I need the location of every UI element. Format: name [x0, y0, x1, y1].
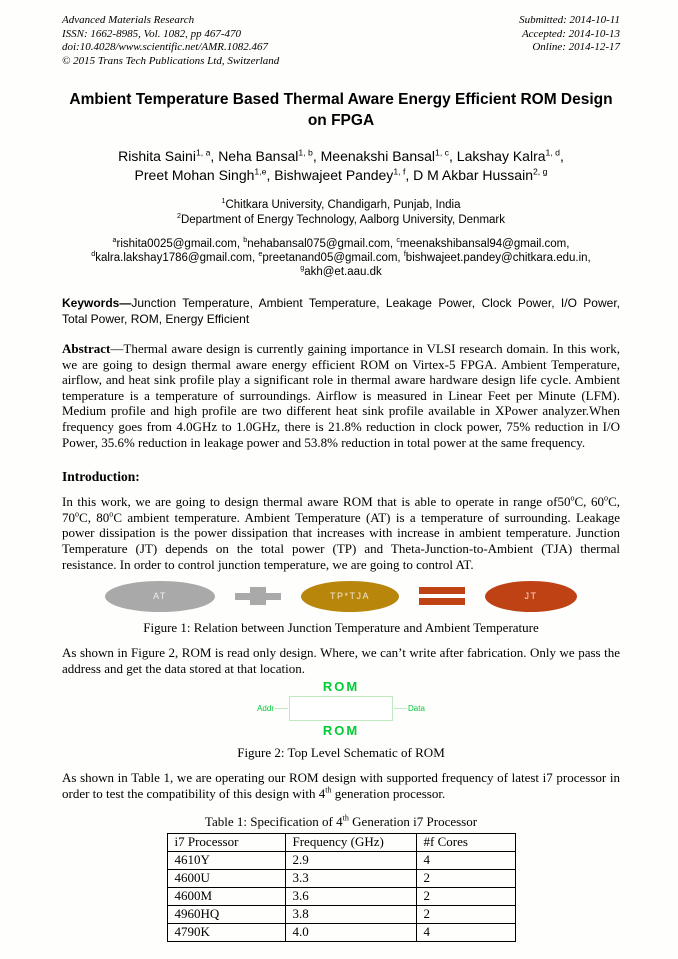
submission-date-line: Submitted: 2014-10-11: [519, 14, 620, 26]
submission-date-line: Online: 2014-12-17: [532, 41, 620, 53]
table-row: [167, 923, 515, 941]
figure2-diagram: [62, 679, 620, 738]
journal-info: [62, 14, 279, 68]
affiliations: [62, 198, 620, 228]
table-cell: 3.6: [285, 887, 416, 905]
equals-icon: [419, 587, 465, 605]
table-row: [167, 851, 515, 869]
table-header-cell: i7 Processor: [167, 833, 285, 851]
email-line-1: $^a$rishita0025@gmail.com, $^b$nehabansal075@gmail.com, $^c$meenakshibansal94@gmail.com,: [112, 236, 570, 250]
table-row: [167, 905, 515, 923]
table-cell: 2.9: [285, 851, 416, 869]
introduction-heading: Introduction:: [62, 469, 140, 485]
addr-port-label: Addr: [257, 704, 274, 714]
journal-info-line: ISSN: 1662-8985, Vol. 1082, pp 467-470: [62, 27, 242, 40]
table-body: [167, 851, 515, 941]
table-row: [167, 887, 515, 905]
journal-info-line: © 2015 Trans Tech Publications Ltd, Switzerland: [62, 54, 280, 67]
table1-caption: Table 1: Specification of 4th Generation i7 Processor: [204, 813, 478, 829]
table-cell: 2: [416, 887, 515, 905]
introduction-paragraph: In this work, we are going to design thermal aware ROM that is able to operate in range of50$^o$C, 60$^o$C, 70$^o$C, 80$^o$C ambient temperature. Ambient Temperature (AT) is a temperature of surrounding. Leakage power dissipation is the power dissipation that increases with increase in ambient temperature. Junction Temperature (JT) depends on the total power (TP) and Theta-Junction-to-Ambient (TJA) thermal resistance. In order to control junction temperature, we are going to control AT.: [62, 493, 620, 572]
at-ellipse: [105, 581, 215, 612]
rom-schematic-row: [62, 696, 620, 721]
data-port-wire: [394, 708, 407, 709]
table-cell: 4790K: [167, 923, 285, 941]
submission-dates: [519, 14, 620, 68]
table-cell: 4960HQ: [167, 905, 285, 923]
table-cell: 4.0: [285, 923, 416, 941]
jt-ellipse-label: JT: [524, 591, 538, 602]
plus-icon: [235, 587, 281, 605]
table-row: [167, 869, 515, 887]
author-list: [62, 147, 620, 185]
affiliation-1: $^1$Chitkara University, Chandigarh, Punjab, India: [221, 197, 461, 211]
abstract-label: Abstract: [62, 341, 111, 356]
table-cell: 4: [416, 923, 515, 941]
abstract-paragraph: [62, 341, 620, 450]
journal-info-line: doi:10.4028/www.scientific.net/AMR.1082.467: [62, 41, 269, 53]
addr-port-wire: [275, 708, 288, 709]
rom-schematic-title: ROM: [322, 679, 360, 695]
keywords-paragraph: [62, 295, 620, 327]
table-cell: 2: [416, 869, 515, 887]
table-cell: 3.3: [285, 869, 416, 887]
table-cell: 3.8: [285, 905, 416, 923]
figure1-diagram: [62, 579, 620, 613]
tp-tja-ellipse-label: TP*TJA: [329, 591, 370, 602]
figure2-caption: Figure 2: Top Level Schematic of ROM: [237, 745, 445, 761]
jt-ellipse: [485, 581, 577, 612]
data-port-label: Data: [408, 704, 425, 714]
rom-schematic-subtitle: ROM: [322, 723, 360, 739]
journal-header: [62, 14, 620, 68]
author-line-1: Rishita Saini$^{1, a}$, Neha Bansal$^{1, b}$, Meenakshi Bansal$^{1, c}$, Lakshay Kalra$^{1, d}$,: [118, 147, 564, 164]
tp-tja-ellipse: [301, 581, 399, 612]
figure1-caption: Figure 1: Relation between Junction Temperature and Ambient Temperature: [143, 620, 539, 636]
rom-block: [289, 696, 393, 721]
table-header-cell: Frequency (GHz): [285, 833, 416, 851]
keywords-label: Keywords—: [62, 296, 132, 310]
i7-spec-table: [167, 833, 516, 942]
table-cell: 4600M: [167, 887, 285, 905]
figure2-intro-paragraph: As shown in Figure 2, ROM is read only design. Where, we can’t write after fabrication. Only we pass the address and get the data stored at that location.: [62, 645, 620, 676]
table-cell: 4600U: [167, 869, 285, 887]
at-ellipse-label: AT: [153, 591, 167, 602]
author-emails: [62, 237, 620, 279]
affiliation-2: $^2$Department of Energy Technology, Aalborg University, Denmark: [176, 212, 506, 226]
author-line-2: Preet Mohan Singh$^{1,e}$, Bishwajeet Pandey$^{1, f}$, D M Akbar Hussain$^{2, g}$: [134, 166, 548, 183]
abstract-text: —Thermal aware design is currently gaining importance in VLSI research domain. In this work, we are going to design thermal aware energy efficient ROM on Virtex-5 FPGA. Ambient Temperature, airflow, and heat sink profile play a significant role in thermal aware hardware design life cycle. Ambient temperature is a temperature of surroundings. Airflow is measured in Linear Feet per Minute (LFM). Medium profile and high profile are two different heat sink profile available in XPower analyzer.When frequency goes from 4.0GHz to 1.0GHz, there is 21.8% reduction in clock power, 75% reduction in I/O Power, 35.6% reduction in leakage power and 53.8% reduction in total power at the same frequency.: [62, 341, 620, 450]
keywords-text: Junction Temperature, Ambient Temperature, Leakage Power, Clock Power, I/O Power, Total Power, ROM, Energy Efficient: [62, 296, 620, 326]
paper-title: Ambient Temperature Based Thermal Aware Energy Efficient ROM Design on FPGA: [69, 91, 613, 129]
table-header-cell: #f Cores: [416, 833, 515, 851]
email-line-3: $^g$akh@et.aau.dk: [300, 264, 382, 278]
table-cell: 4610Y: [167, 851, 285, 869]
table-cell: 4: [416, 851, 515, 869]
table-header-row: [167, 833, 515, 851]
submission-date-line: Accepted: 2014-10-13: [521, 27, 620, 40]
journal-info-line: Advanced Materials Research: [62, 14, 195, 26]
email-line-2: $^d$kalra.lakshay1786@gmail.com, $^e$preetanand05@gmail.com, $^f$bishwajeet.pandey@chitkara.edu.in,: [91, 250, 591, 264]
table1-intro-paragraph: As shown in Table 1, we are operating our ROM design with supported frequency of latest i7 processor in order to test the compatibility of this design with 4th generation processor.: [62, 770, 620, 801]
table-cell: 2: [416, 905, 515, 923]
